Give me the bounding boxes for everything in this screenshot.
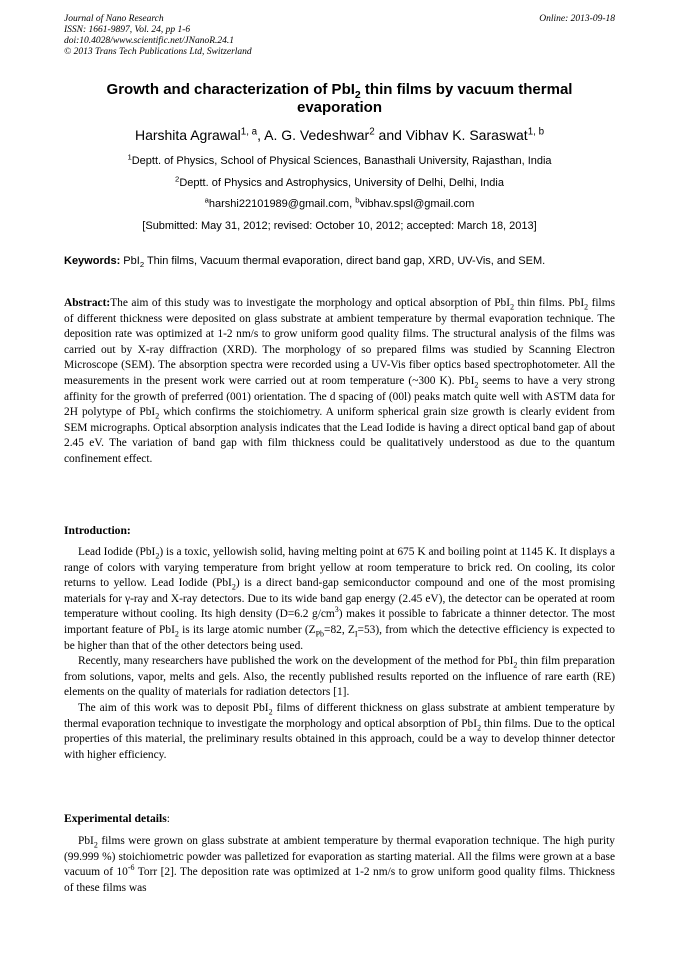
author-2: , A. G. Vedeshwar [257,127,370,143]
journal-name: Journal of Nano Research [64,14,164,24]
author-list: Harshita Agrawal$^{1, a}$, A. G. Vedeshwar$^2$ and Vibhav K. Saraswat$^{1, b}$ [134,126,545,143]
introduction-body [64,545,615,763]
email-b[interactable]: vibhav.spsl@gmail.com [359,198,475,210]
doi-line: doi:10.4028/www.scientific.net/JNanoR.24.1 [64,36,235,46]
affiliation-2: $^2$Deptt. of Physics and Astrophysics, University of Delhi, Delhi, India [175,174,504,189]
intro-paragraph-1: Lead Iodide (PbI$_2$) is a toxic, yellowish solid, having melting point at 675 K and boiling point at 1145 K. It displays a range of colors with varying temperature from bright yellow at room temperature to brick red. On cooling, its color returns to yellow. Lead Iodide (PbI$_2$) is a direct band-gap semiconductor compound and one of the most promising materials for γ-ray and X-ray detectors. Due to its wide band gap energy (2.45 eV), the detector can be operated at room temperature without cooling. Its high density (D=6.2 $g/cm^3$) makes it possible to fabricate a thinner detector. The most important feature of PbI$_2$ is its large atomic number ($Z_{Pb}=82$, $Z_I=53$), from which the detective efficiency is expected to be higher than that of the other detectors being used. [64,546,615,652]
intro-paragraph-2: Recently, many researchers have published the work on the development of the method for PbI$_2$ thin film preparation from solutions, vapor, melts and gels. Also, the recently published results reported on the influence of rare earth (RE) elements on the quality of materials for radiation detectors [1]. [64,655,615,699]
experimental-body [64,834,615,896]
journal-header [64,14,615,58]
abstract-label: Abstract: [64,297,111,309]
copyright-line: © 2013 Trans Tech Publications Ltd, Switzerland [64,47,252,57]
email-a[interactable]: harshi22101989@gmail.com, [208,198,356,210]
introduction-heading: Introduction: [64,524,131,537]
intro-paragraph-3: The aim of this work was to deposit PbI$_2$ films of different thickness on glass substrate at ambient temperature by thermal evaporation technique to investigate the morphology and optical absorption of PbI$_2$ thin films. Due to the optical properties of this material, the preliminary results obtained in this approach, could be a way to develop thinner detector with higher efficiency. [64,701,616,761]
issn-line: ISSN: 1661-9897, Vol. 24, pp 1-6 [64,25,191,35]
author-1: Harshita Agrawal [134,127,241,143]
keywords: Keywords: PbI$_2$ Thin films, Vacuum thermal evaporation, direct band gap, XRD, UV-Vis, and SEM. [64,255,546,270]
author-3: and Vibhav K. Saraswat [374,127,528,143]
affiliation-1: $^1$Deptt. of Physics, School of Physical Sciences, Banasthali University, Rajasthan, India [127,152,552,167]
experimental-heading: Experimental details: [64,812,170,825]
author-emails: $^a$harshi22101989@gmail.com, $^b$vibhav.spsl@gmail.com [204,195,475,210]
paper-title: Growth and characterization of PbI$_2$ thin films by vacuum thermal evaporation [106,81,573,116]
submission-dates: [Submitted: May 31, 2012; revised: October 10, 2012; accepted: March 18, 2013] [142,220,537,232]
experimental-paragraph-1: PbI$_2$ films were grown on glass substrate at ambient temperature by thermal evaporation technique. The high purity (99.999 %) stoichiometric powder was palletized for evaporation as starting material. All the films were grown at a base vacuum of $10^{-6}$ Torr [2]. The deposition rate was optimized at 1-2 nm/s to grow uniform good quality films. Thickness of these films was [64,835,615,894]
abstract: Abstract:The aim of this study was to investigate the morphology and optical absorption of PbI$_2$ thin films. PbI$_2$ films of different thickness were deposited on glass substrate at ambient temperature by thermal evaporation technique. The deposition rate was optimized at 1-2 nm/s to grow uniform good quality films. The structural analysis of the films was carried out by X-ray diffraction (XRD). The morphology of so prepared films was studied by Scanning Electron Microscope (SEM). The absorption spectra were recorded using a UV-Vis fiber optics based spectrophotometer. All the measurements in the present work were carried out at room temperature (~300 K). PbI$_2$ seems to have a very strong affinity for the growth of preferred (001) orientation. The d spacing of (00l) peaks match quite well with ASTM data for 2H polytype of PbI$_2$ which confirms the stoichiometry. A uniform spherical grain size growth is clearly evident from SEM micrographs. Optical absorption analysis indicates that the Lead Iodide is having a direct optical band gap of about 2.45 eV. The variation of band gap with film thickness could be qualitatively understood as due to the quantum confinement effect. [64,297,616,465]
online-date: Online: 2013-09-18 [539,14,615,24]
keywords-label: Keywords: [64,255,121,267]
